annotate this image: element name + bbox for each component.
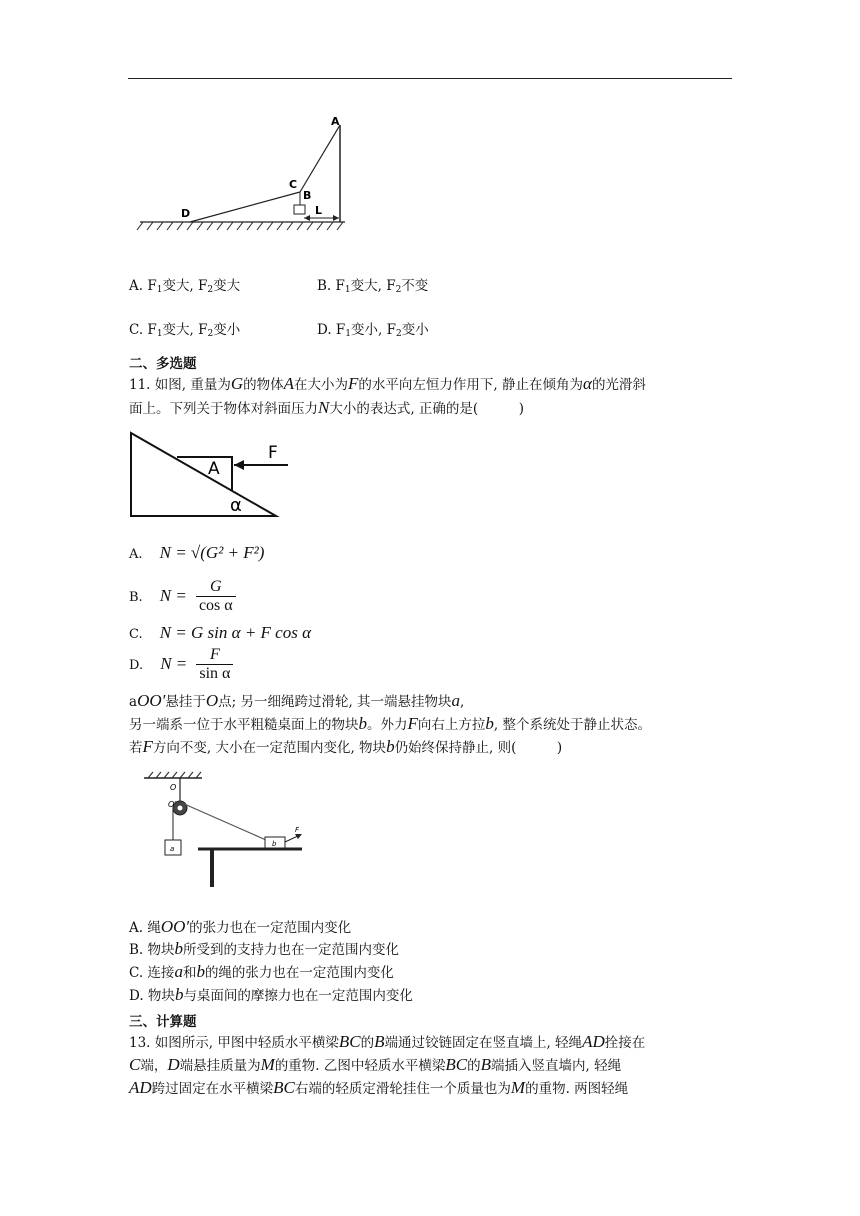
q13-stem-line3: AD跨过固定在水平横梁BC右端的轻质定滑轮挂住一个质量也为M的重物. 两图轻绳 xyxy=(129,1078,629,1097)
q12-figure xyxy=(140,770,310,890)
q10-label-b: B xyxy=(303,189,312,202)
q10-label-d: D xyxy=(181,207,191,220)
header-rule xyxy=(128,78,732,79)
q10-option-b[interactable]: B. $F_1$变大, $F_2$不变 xyxy=(317,278,429,295)
q12-stem-line3: 若F方向不变, 大小在一定范围内变化, 物块b仍始终保持静止, 则( ) xyxy=(129,737,563,756)
q11-figure xyxy=(128,430,293,520)
q10-option-a[interactable]: A. $F_1$变大, $F_2$变大 xyxy=(129,278,241,295)
q10-label-l: L xyxy=(315,204,323,217)
q10-label-c: C xyxy=(289,178,298,191)
q11-option-c[interactable]: C. N = G sin α + F cos α xyxy=(129,623,312,642)
q10-figure xyxy=(135,110,350,235)
q12-option-b[interactable]: B. 物块b所受到的支持力也在一定范围内变化 xyxy=(129,939,400,958)
q13-stem-line1: 13. 如图所示, 甲图中轻质水平横梁BC的B端通过铰链固定在竖直墙上, 轻绳AD拴接在 xyxy=(129,1032,646,1051)
q10-option-c[interactable]: C. $F_1$变大, $F_2$变小 xyxy=(129,322,241,339)
q11-option-a[interactable]: A. N = √(G² + F²) xyxy=(129,543,265,562)
q10-option-d[interactable]: D. $F_1$变小, $F_2$变小 xyxy=(317,322,429,339)
q11-angle-label: α xyxy=(230,495,242,516)
q12-stem-line1: aOO′悬挂于O点; 另一细绳跨过滑轮, 其一端悬挂物块a, xyxy=(129,691,465,710)
section-heading-multiple-choice: 二、多选题 xyxy=(129,356,197,372)
q12-label-o-prime: O′ xyxy=(168,800,177,809)
q12-stem-line2: 另一端系一位于水平粗糙桌面上的物块b。外力F向右上方拉b, 整个系统处于静止状态。 xyxy=(129,714,651,733)
q13-stem-line2: C端，D端悬挂质量为M的重物. 乙图中轻质水平横梁BC的B端插入竖直墙内, 轻绳 xyxy=(129,1055,622,1074)
q11-option-d[interactable]: D. N = $\frac{F}{\text{sin α}}$ xyxy=(129,646,233,683)
q12-label-f: F xyxy=(295,826,300,834)
q11-stem-line2: 面上。下列关于物体对斜面压力N大小的表达式, 正确的是( ) xyxy=(129,398,524,417)
q12-label-o: O xyxy=(170,783,177,792)
q12-option-a[interactable]: A. 绳OO′的张力也在一定范围内变化 xyxy=(129,917,352,936)
q12-label-a: a xyxy=(170,845,175,853)
q10-label-a: A xyxy=(331,115,340,128)
q12-option-d[interactable]: D. 物块b与桌面间的摩擦力也在一定范围内变化 xyxy=(129,985,413,1004)
q11-option-b[interactable]: B. N = $\frac{G}{\text{cos α}}$ xyxy=(129,578,236,615)
section-heading-calculation: 三、计算题 xyxy=(129,1014,197,1030)
q12-option-c[interactable]: C. 连接a和b的绳的张力也在一定范围内变化 xyxy=(129,962,394,981)
q11-stem-line1: 11. 如图, 重量为G的物体A在大小为F的水平向左恒力作用下, 静止在倾角为α的光滑斜 xyxy=(129,374,646,393)
q12-label-b: b xyxy=(272,840,277,848)
q11-force-label: F xyxy=(268,443,278,463)
q11-block-label: A xyxy=(208,459,220,479)
